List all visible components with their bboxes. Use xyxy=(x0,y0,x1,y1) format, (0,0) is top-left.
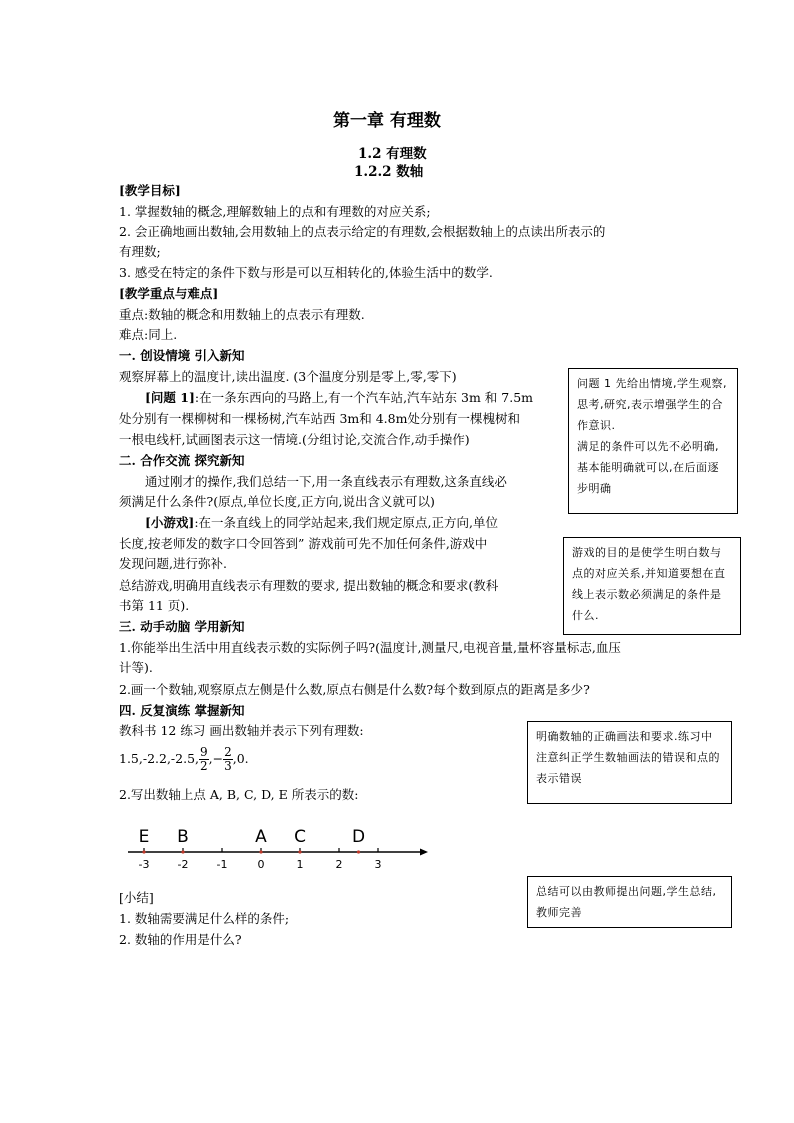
game-label: [小游戏] xyxy=(145,515,195,530)
numbers-prefix: 1.5,-2.2,-2.5, xyxy=(119,751,200,766)
tick-label: 0 xyxy=(257,858,265,871)
point-marker xyxy=(181,850,184,853)
part3-heading: 三. 动手动脑 学用新知 xyxy=(119,619,245,634)
part1-line: 一根电线杆,试画图表示这一情境.(分组讨论,交流合作,动手操作) xyxy=(119,432,470,447)
point-marker xyxy=(259,850,262,853)
note-paragraph: 游戏的目的是使学生明白数与点的对应关系,并知道要想在直线上表示数必须满足的条件是什么. xyxy=(572,546,726,622)
point-marker xyxy=(298,850,301,853)
chapter-title: 第一章 有理数 xyxy=(333,111,441,131)
note-paragraph: 总结可以由教师提出问题,学生总结,教师完善 xyxy=(536,885,717,919)
objective-item: 3. 感受在特定的条件下数与形是可以互相转化的,体验生活中的数学. xyxy=(119,265,493,280)
point-marker xyxy=(142,850,145,853)
objective-item: 有理数; xyxy=(119,244,161,259)
part3-line: 1.你能举出生活中用直线表示数的实际例子吗?(温度计,测量尺,电视音量,量杯容量标志,血压 xyxy=(119,640,621,655)
tick-label: -2 xyxy=(177,858,189,871)
teacher-note-question1 xyxy=(568,368,738,514)
part2-line: 书第 11 页). xyxy=(119,598,190,613)
point-label: E xyxy=(138,827,150,847)
tick-label: 3 xyxy=(374,858,382,871)
part4-heading: 四. 反复演练 掌握新知 xyxy=(119,703,245,718)
part2-line: 须满足什么条件?(原点,单位长度,正方向,说出含义就可以) xyxy=(119,494,435,509)
fraction-denominator: 2 xyxy=(200,759,208,773)
fraction-denominator: 3 xyxy=(224,759,232,773)
teacher-note-game xyxy=(563,537,741,635)
fraction-nine-halves xyxy=(199,746,209,773)
question1-label: [问题 1] xyxy=(145,390,195,405)
note-paragraph: 明确数轴的正确画法和要求.练习中注意纠正学生数轴画法的错误和点的表示错误 xyxy=(536,730,720,785)
tick-label: 2 xyxy=(335,858,343,871)
part2-line: 发现问题,进行弥补. xyxy=(119,556,227,571)
keypoints-heading: [教学重点与难点] xyxy=(119,286,219,301)
objective-item: 1. 掌握数轴的概念,理解数轴上的点和有理数的对应关系; xyxy=(119,204,431,219)
part3-line: 计等). xyxy=(119,660,153,675)
question1-line xyxy=(145,388,533,408)
part2-line: 通过刚才的操作,我们总结一下,用一条直线表示有理数,这条直线必 xyxy=(145,474,507,489)
focus-text: 重点:数轴的概念和用数轴上的点表示有理数. xyxy=(119,307,365,322)
part4-line: 教科书 12 练习 画出数轴并表示下列有理数: xyxy=(119,723,364,738)
game-line xyxy=(145,513,498,533)
point-label: A xyxy=(255,827,267,847)
subsection-title: 1.2.2 数轴 xyxy=(354,164,424,180)
tick-label: 1 xyxy=(296,858,304,871)
game-text: :在一条直线上的同学站起来,我们规定原点,正方向,单位 xyxy=(194,515,498,530)
point-marker xyxy=(357,850,360,853)
note-paragraph: 满足的条件可以先不必明确,基本能明确就可以,在后面逐步明确 xyxy=(577,440,719,495)
part2-line: 总结游戏,明确用直线表示有理数的要求, 提出数轴的概念和要求(教科 xyxy=(119,578,499,593)
part1-line: 观察屏幕上的温度计,读出温度. (3个温度分别是零上,零,零下) xyxy=(119,369,457,384)
fraction-two-thirds xyxy=(223,746,233,773)
summary-item: 1. 数轴需要满足什么样的条件; xyxy=(119,911,290,926)
tick-label: -1 xyxy=(216,858,228,871)
part3-line: 2.画一个数轴,观察原点左侧是什么数,原点右侧是什么数?每个数到原点的距离是多少? xyxy=(119,682,590,697)
fraction-numerator: 2 xyxy=(224,745,232,759)
teacher-note-summary xyxy=(527,876,732,928)
point-label: B xyxy=(177,827,189,847)
number-line-arrow xyxy=(420,849,428,856)
number-line xyxy=(120,815,430,875)
summary-heading: [小结] xyxy=(119,890,154,905)
objectives-heading: [教学目标] xyxy=(119,183,181,198)
part2-heading: 二. 合作交流 探究新知 xyxy=(119,453,245,468)
fraction-separator: ,− xyxy=(208,751,224,766)
part4-line: 2.写出数轴上点 A, B, C, D, E 所表示的数: xyxy=(119,787,359,802)
part1-line: 处分别有一棵柳树和一棵杨树,汽车站西 3m和 4.8m处分别有一棵槐树和 xyxy=(119,411,520,426)
teacher-note-practice xyxy=(527,721,732,804)
numbers-to-plot xyxy=(119,746,249,773)
point-label: C xyxy=(294,827,306,847)
objective-item: 2. 会正确地画出数轴,会用数轴上的点表示给定的有理数,会根据数轴上的点读出所表示的 xyxy=(119,224,606,239)
numbers-suffix: ,0. xyxy=(232,751,249,766)
note-paragraph: 问题 1 先给出情境,学生观察,思考,研究,表示增强学生的合作意识. xyxy=(577,377,727,432)
part2-line: 长度,按老师发的数字口令回答到” 游戏前可先不加任何条件,游戏中 xyxy=(119,536,488,551)
fraction-numerator: 9 xyxy=(200,745,208,759)
section-title: 1.2 有理数 xyxy=(358,146,427,162)
difficulty-text: 难点:同上. xyxy=(119,327,178,342)
question1-text: :在一条东西向的马路上,有一个汽车站,汽车站东 3m 和 7.5m xyxy=(194,390,534,405)
summary-item: 2. 数轴的作用是什么? xyxy=(119,932,242,947)
point-label: D xyxy=(351,827,366,847)
tick-label: -3 xyxy=(138,858,150,871)
part1-heading: 一. 创设情境 引入新知 xyxy=(119,348,245,363)
